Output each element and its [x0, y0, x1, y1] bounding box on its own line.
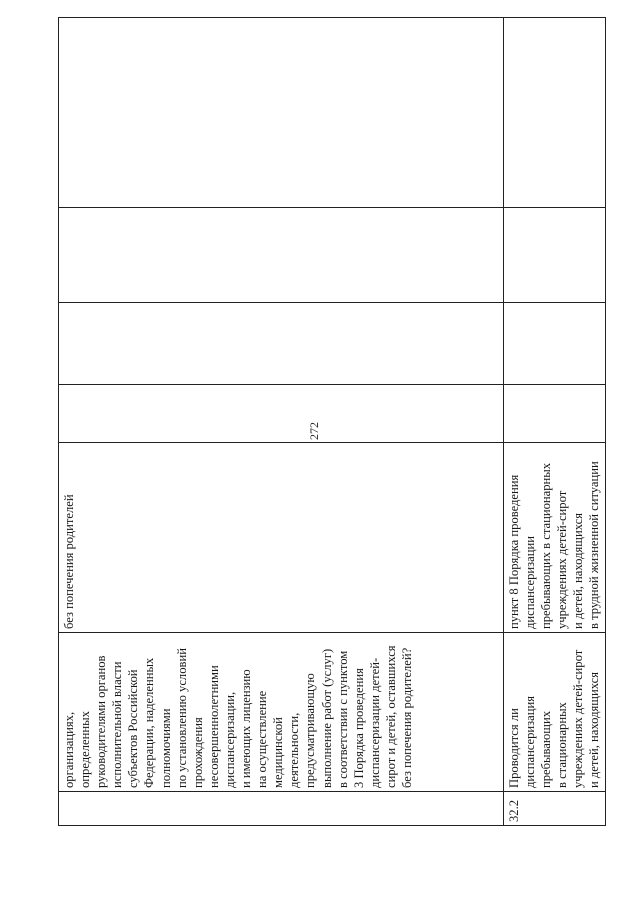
page-number: 272	[307, 422, 321, 440]
empty-cell	[504, 18, 606, 208]
row-number-cell: 32.2	[504, 792, 606, 826]
row-number-cell	[59, 792, 504, 826]
empty-cell	[59, 303, 504, 385]
table-row	[59, 18, 504, 826]
rotated-table-wrapper	[58, 18, 602, 826]
question-cell: организациях, определенных руководителями органов исполнительной власти субъектов Российской Федерации, наделенных полномочиями по установлению условий прохождения несовершеннолетними диспансеризации, и имеющих лицензию на осуществление медицинской деятельности, предусматривающую выполнение работ (услуг) в соответствии с пунктом 3 Порядка проведения диспансеризации детей- сирот и детей, оставшихся без попечения родителей?	[59, 633, 504, 792]
reference-cell: без попечения родителей	[59, 443, 504, 633]
empty-cell	[504, 385, 606, 443]
empty-cell	[504, 303, 606, 385]
empty-cell	[59, 208, 504, 303]
question-cell: Проводится ли диспансеризация пребывающих в стационарных учреждениях детей-сирот и детей, находящихся	[504, 633, 606, 792]
empty-cell	[59, 385, 504, 443]
table-row	[504, 18, 606, 826]
checklist-table	[58, 17, 606, 826]
empty-cell	[59, 18, 504, 208]
empty-cell	[504, 208, 606, 303]
reference-cell: пункт 8 Порядка проведения диспансеризации пребывающих в стационарных учреждениях детей-сирот и детей, находящихся в трудной жизненной ситуации	[504, 443, 606, 633]
